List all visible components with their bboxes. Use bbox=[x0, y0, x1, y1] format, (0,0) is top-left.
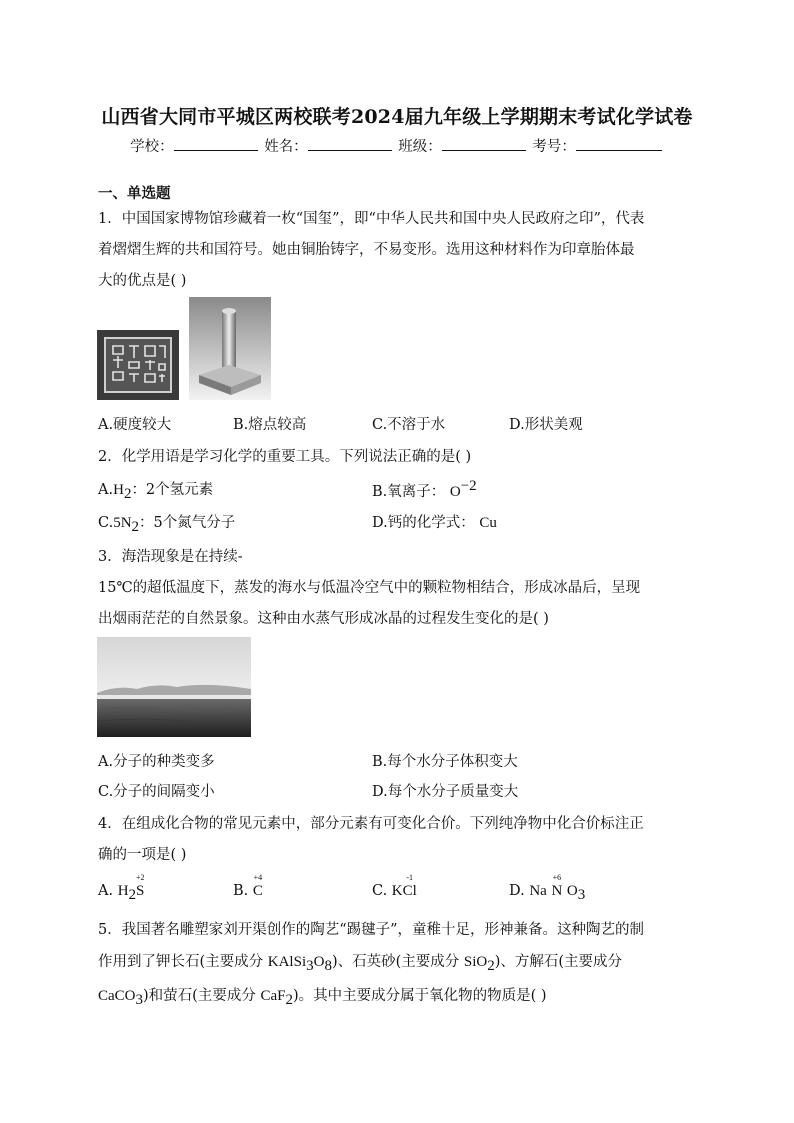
q4-d-element bbox=[551, 873, 563, 900]
q4-d-post: O bbox=[566, 883, 578, 899]
q1-option-d[interactable]: D.形状美观 bbox=[509, 417, 583, 433]
q5-line-1: 5．我国著名雕塑家刘开渠创作的陶艺“踢毽子”，童稚十足，形神兼备。这种陶艺的制 bbox=[98, 922, 645, 938]
q2-option-a[interactable] bbox=[98, 478, 213, 503]
q1-option-c[interactable]: C.不溶于水 bbox=[372, 417, 446, 433]
q5-formula-kalsi-o-sub: 8 bbox=[324, 957, 332, 974]
sea-smoke-photo bbox=[97, 637, 251, 737]
q2-a-text: ：2个氢元素 bbox=[131, 482, 214, 498]
q2-c-label: C. bbox=[98, 515, 114, 531]
q2-c-formula: 5N bbox=[113, 515, 132, 531]
q4-c-symbol: Cl bbox=[402, 883, 417, 899]
q2-stem: 2．化学用语是学习化学的重要工具。下列说法正确的是( ) bbox=[98, 449, 472, 465]
page-title: 山西省大同市平城区两校联考2024届九年级上学期期末考试化学试卷 bbox=[101, 106, 693, 128]
section-heading: 一、单选题 bbox=[98, 185, 171, 202]
q5-formula-caco-sub: 3 bbox=[135, 991, 143, 1008]
q4-line-1: 4．在组成化合物的常见元素中，部分元素有可变化合价。下列纯净物中化合价标注正 bbox=[98, 816, 644, 832]
q5-formula-sio-sub: 2 bbox=[487, 957, 495, 974]
q4-b-element bbox=[252, 873, 263, 900]
q5-l2-text-c: )、方解石(主要成分 bbox=[494, 954, 623, 970]
q5-l2-text-b: )、石英砂(主要成分 bbox=[331, 954, 464, 970]
name-label: 姓名： bbox=[264, 139, 308, 155]
q5-formula-caf-sub: 2 bbox=[285, 991, 293, 1008]
q3-line-3: 出烟雨茫茫的自然景象。这种由水蒸气形成冰晶的过程发生变化的是( ) bbox=[98, 611, 549, 627]
class-blank bbox=[442, 136, 526, 151]
q2-b-formula: O bbox=[449, 483, 461, 500]
q5-l3-text-a: )和萤石(主要成分 bbox=[143, 988, 261, 1004]
q2-c-text: ：5个氮气分子 bbox=[139, 515, 236, 531]
q4-d-label: D. bbox=[509, 883, 525, 899]
q5-line-3 bbox=[98, 984, 547, 1009]
q2-d-text: D.钙的化学式： bbox=[372, 515, 475, 531]
q3-option-c[interactable]: C.分子的间隔变小 bbox=[98, 784, 215, 800]
q4-a-element bbox=[136, 873, 145, 900]
q1-option-a[interactable]: A.硬度较大 bbox=[98, 417, 172, 433]
q4-b-valence: +4 bbox=[253, 873, 263, 882]
q3-option-a[interactable]: A.分子的种类变多 bbox=[98, 754, 215, 770]
q4-option-b[interactable] bbox=[233, 873, 263, 900]
q2-option-c[interactable] bbox=[98, 511, 235, 536]
q4-option-d[interactable] bbox=[509, 873, 586, 904]
q4-a-valence: +2 bbox=[136, 873, 145, 882]
q2-a-label: A. bbox=[98, 482, 114, 498]
q4-d-valence: +6 bbox=[552, 873, 562, 882]
q4-c-pre: K bbox=[391, 883, 403, 899]
student-info-row bbox=[0, 135, 794, 156]
q5-formula-sio: SiO bbox=[463, 954, 488, 970]
q4-c-valence: -1 bbox=[406, 873, 414, 882]
q3-option-d[interactable]: D.每个水分子质量变大 bbox=[372, 784, 519, 800]
q4-line-2: 确的一项是( ) bbox=[98, 847, 187, 863]
q5-formula-caf: CaF bbox=[260, 988, 286, 1004]
q4-c-element bbox=[402, 873, 417, 900]
q4-d-post-sub: 3 bbox=[577, 886, 586, 903]
q5-formula-kalsi-o: O bbox=[313, 954, 325, 970]
q4-c-label: C. bbox=[372, 883, 388, 899]
q3-line-1: 3．海浩现象是在持续- bbox=[98, 549, 243, 565]
q4-option-a[interactable] bbox=[98, 873, 145, 904]
q4-d-pre: Na bbox=[529, 883, 547, 899]
q4-a-pre-sub: 2 bbox=[128, 886, 137, 903]
exam-no-blank bbox=[576, 136, 662, 151]
q2-option-b[interactable] bbox=[372, 478, 477, 501]
q2-b-text: B.氧离子： bbox=[372, 483, 446, 500]
q2-b-formula-sup: −2 bbox=[460, 478, 477, 494]
q2-option-d[interactable] bbox=[372, 511, 497, 532]
q1-line-3: 大的优点是( ) bbox=[98, 273, 187, 289]
q1-line-1: 1．中国国家博物馆珍藏着一枚“国玺”，即“中华人民共和国中央人民政府之印”，代表 bbox=[98, 211, 645, 227]
q4-option-c[interactable] bbox=[372, 873, 417, 900]
q5-line-2 bbox=[98, 950, 622, 975]
name-blank bbox=[308, 136, 392, 151]
q2-a-formula: H bbox=[113, 482, 124, 498]
q4-b-symbol: C bbox=[252, 883, 263, 899]
q5-formula-caco: CaCO bbox=[98, 988, 136, 1004]
q4-a-symbol: S bbox=[136, 883, 145, 899]
q4-a-pre: H bbox=[117, 883, 129, 899]
q5-formula-kalsi-sub: 3 bbox=[306, 957, 314, 974]
school-label: 学校： bbox=[130, 139, 174, 155]
seal-imprint-image bbox=[97, 330, 179, 400]
seal-object-image bbox=[189, 297, 271, 400]
q3-option-b[interactable]: B.每个水分子体积变大 bbox=[372, 754, 518, 770]
q1-option-b[interactable]: B.熔点较高 bbox=[233, 417, 307, 433]
q2-c-formula-sub: 2 bbox=[131, 518, 140, 535]
q5-formula-kalsi: KAlSi bbox=[267, 954, 307, 970]
q1-line-2: 着熠熠生辉的共和国符号。她由铜胎铸字，不易变形。选用这种材料作为印章胎体最 bbox=[98, 242, 635, 258]
q4-a-label: A. bbox=[98, 883, 114, 899]
q3-line-2: 15℃的超低温度下，蒸发的海水与低温冷空气中的颗粒物相结合，形成冰晶后，呈现 bbox=[98, 580, 641, 596]
exam-no-label: 考号： bbox=[532, 139, 576, 155]
q4-b-label: B. bbox=[233, 883, 249, 899]
q2-d-formula: Cu bbox=[479, 515, 497, 531]
q2-a-formula-sub: 2 bbox=[123, 485, 132, 502]
school-blank bbox=[174, 136, 258, 151]
q5-l2-text-a: 作用到了钾长石(主要成分 bbox=[98, 954, 268, 970]
q5-l3-text-b: )。其中主要成分属于氧化物的物质是( ) bbox=[292, 988, 547, 1004]
class-label: 班级： bbox=[398, 139, 442, 155]
q4-d-symbol: N bbox=[551, 883, 563, 899]
